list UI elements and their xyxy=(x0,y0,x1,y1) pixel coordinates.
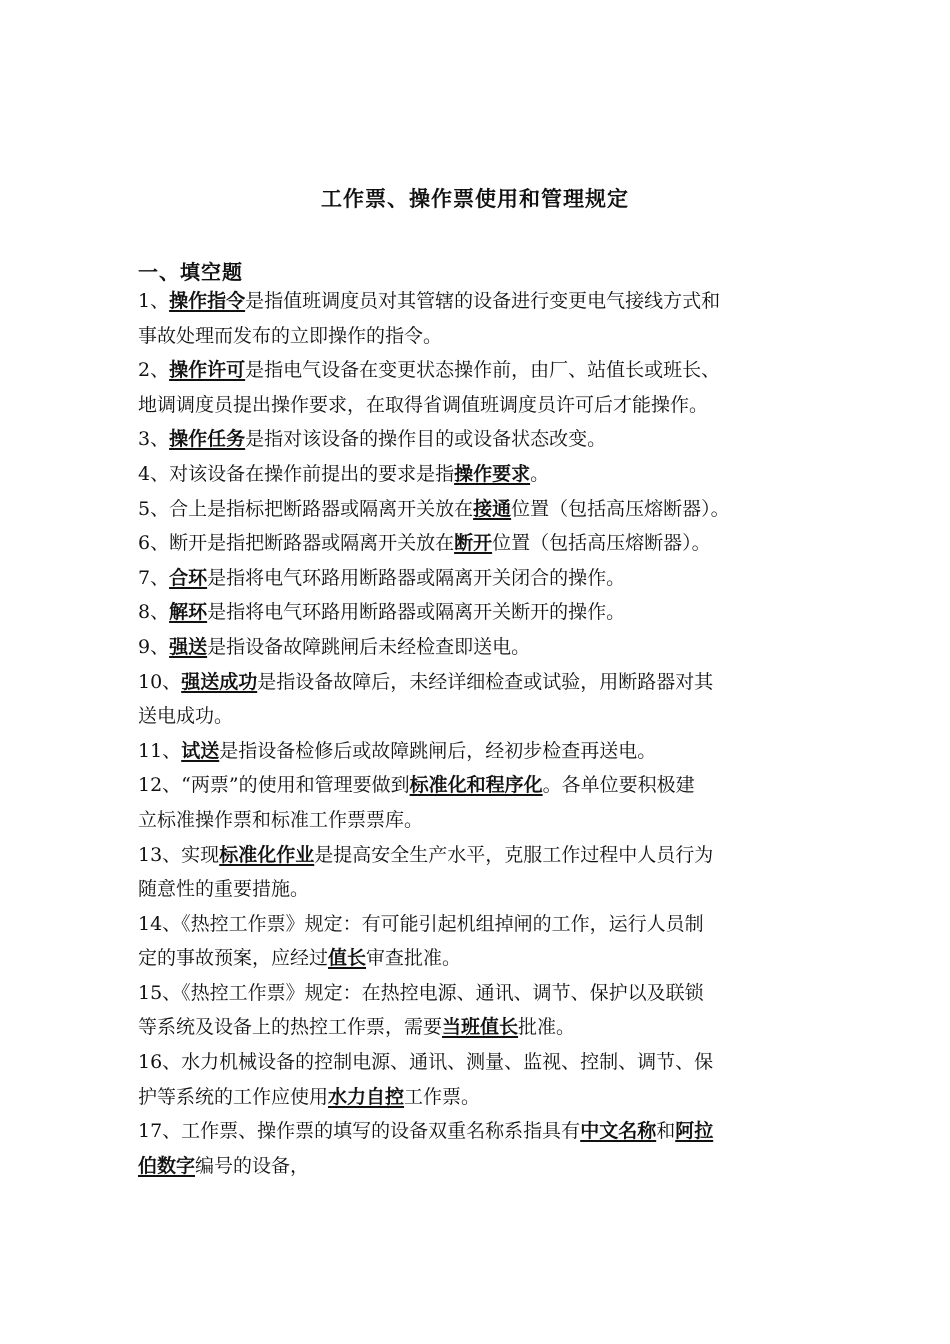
answer-text: 操作指令 xyxy=(169,290,246,312)
answer-text: 当班值长 xyxy=(442,1016,519,1039)
question-16: 16、水力机械设备的控制电源、通讯、测量、监视、控制、调节、保 xyxy=(138,1051,714,1074)
answer-text: 试送 xyxy=(181,739,220,762)
question-15-cont: 等系统及设备上的热控工作票，需要当班值长批准。 xyxy=(138,1016,576,1039)
answer-text: 接通 xyxy=(473,497,512,520)
question-14-cont: 定的事故预案，应经过值长审查批准。 xyxy=(138,947,462,970)
question-15: 15、《热控工作票》规定：在热控电源、通讯、调节、保护以及联锁 xyxy=(138,981,704,1004)
answer-text: 中文名称 xyxy=(580,1120,657,1143)
question-17: 17、工作票、操作票的填写的设备双重名称系指具有中文名称和阿拉 xyxy=(138,1120,714,1143)
question-10: 10、强送成功是指设备故障后，未经详细检查或试验，用断路器对其 xyxy=(138,670,714,693)
question-11: 11、试送是指设备检修后或故障跳闸后，经初步检查再送电。 xyxy=(138,739,657,762)
question-12-cont: 立标准操作票和标准工作票票库。 xyxy=(138,808,424,831)
section-heading: 一、填空题 xyxy=(138,260,243,284)
answer-text: 解环 xyxy=(169,601,208,624)
question-1: 1、操作指令是指值班调度员对其管辖的设备进行变更电气接线方式和 xyxy=(138,290,721,312)
question-1-cont: 事故处理而发布的立即操作的指令。 xyxy=(138,324,443,347)
question-10-cont: 送电成功。 xyxy=(138,705,234,728)
answer-text: 阿拉 xyxy=(675,1120,714,1143)
question-list xyxy=(138,284,838,1183)
answer-text: 水力自控 xyxy=(328,1085,405,1108)
answer-text: 强送 xyxy=(169,635,208,658)
question-13: 13、实现标准化作业是提高安全生产水平，克服工作过程中人员行为 xyxy=(138,843,714,866)
question-7: 7、合环是指将电气环路用断路器或隔离开关闭合的操作。 xyxy=(138,566,626,589)
answer-text: 强送成功 xyxy=(181,670,258,693)
question-9: 9、强送是指设备故障跳闸后未经检查即送电。 xyxy=(138,635,531,658)
answer-text: 值长 xyxy=(328,947,367,970)
answer-text: 操作许可 xyxy=(169,359,246,382)
answer-text: 标准化作业 xyxy=(219,843,315,866)
question-13-cont: 随意性的重要措施。 xyxy=(138,878,310,901)
answer-text: 操作任务 xyxy=(169,428,246,451)
question-2-cont: 地调调度员提出操作要求，在取得省调值班调度员许可后才能操作。 xyxy=(138,393,709,416)
question-3: 3、操作任务是指对该设备的操作目的或设备状态改变。 xyxy=(138,428,607,451)
question-17-cont: 伯数字编号的设备， xyxy=(138,1154,310,1177)
document-title: 工作票、操作票使用和管理规定 xyxy=(321,186,629,211)
answer-text: 伯数字 xyxy=(138,1154,196,1177)
answer-text: 断开 xyxy=(454,532,493,555)
question-14: 14、《热控工作票》规定：有可能引起机组掉闸的工作，运行人员制 xyxy=(138,912,704,935)
answer-text: 操作要求 xyxy=(454,462,531,485)
question-5: 5、合上是指标把断路器或隔离开关放在接通位置（包括高压熔断器）。 xyxy=(138,497,730,520)
question-16-cont: 护等系统的工作应使用水力自控工作票。 xyxy=(138,1085,481,1108)
question-4: 4、对该设备在操作前提出的要求是指操作要求。 xyxy=(138,462,550,485)
question-12: 12、“两票”的使用和管理要做到标准化和程序化。各单位要积极建 xyxy=(138,774,695,797)
question-2: 2、操作许可是指电气设备在变更状态操作前，由厂、站值长或班长、 xyxy=(138,359,721,382)
answer-text: 标准化和程序化 xyxy=(409,774,543,797)
question-8: 8、解环是指将电气环路用断路器或隔离开关断开的操作。 xyxy=(138,601,626,624)
question-6: 6、断开是指把断路器或隔离开关放在断开位置（包括高压熔断器）。 xyxy=(138,532,711,555)
answer-text: 合环 xyxy=(169,566,208,589)
